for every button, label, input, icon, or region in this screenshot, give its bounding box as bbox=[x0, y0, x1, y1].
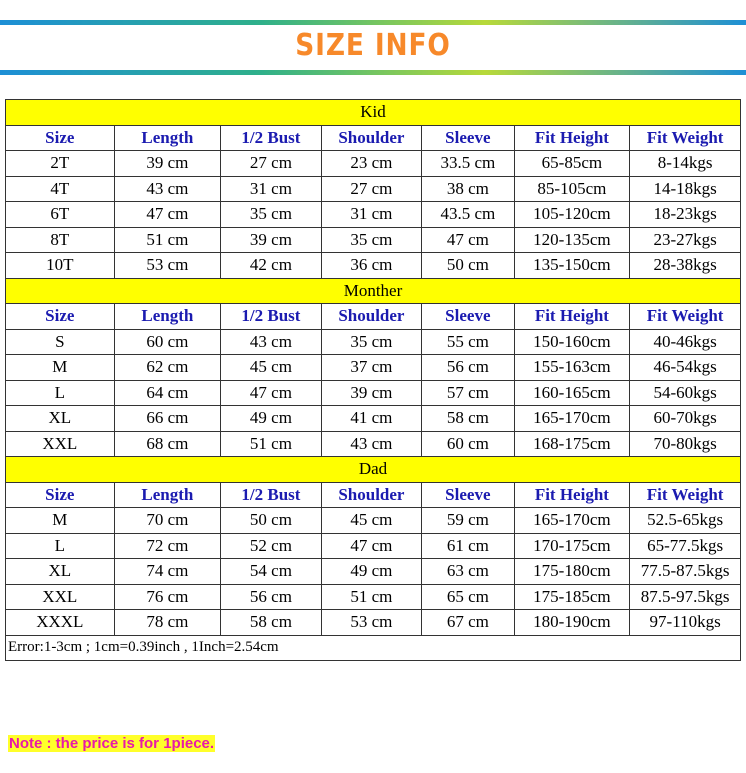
column-header: Sleeve bbox=[422, 304, 514, 330]
table-row bbox=[6, 151, 741, 177]
table-cell: 43 cm bbox=[221, 329, 321, 355]
table-cell: XL bbox=[6, 559, 115, 585]
table-cell: 70 cm bbox=[114, 508, 221, 534]
section-title: Dad bbox=[6, 457, 741, 483]
column-header-row bbox=[6, 125, 741, 151]
table-cell: 135-150cm bbox=[514, 253, 630, 279]
table-row bbox=[6, 176, 741, 202]
table-cell: 39 cm bbox=[114, 151, 221, 177]
column-header: 1/2 Bust bbox=[221, 304, 321, 330]
table-cell: 74 cm bbox=[114, 559, 221, 585]
table-cell: 53 cm bbox=[114, 253, 221, 279]
table-cell: 45 cm bbox=[321, 508, 421, 534]
table-cell: 23-27kgs bbox=[630, 227, 741, 253]
column-header-row bbox=[6, 304, 741, 330]
table-cell: 50 cm bbox=[221, 508, 321, 534]
table-cell: 8T bbox=[6, 227, 115, 253]
table-cell: 38 cm bbox=[422, 176, 514, 202]
table-cell: 51 cm bbox=[221, 431, 321, 457]
table-cell: 53 cm bbox=[321, 610, 421, 636]
table-row bbox=[6, 380, 741, 406]
table-row bbox=[6, 329, 741, 355]
table-cell: 120-135cm bbox=[514, 227, 630, 253]
table-cell: 168-175cm bbox=[514, 431, 630, 457]
table-cell: 77.5-87.5kgs bbox=[630, 559, 741, 585]
column-header: Shoulder bbox=[321, 482, 421, 508]
table-cell: XXL bbox=[6, 431, 115, 457]
banner-bottom-stripe bbox=[0, 70, 746, 75]
table-cell: 49 cm bbox=[221, 406, 321, 432]
table-cell: 2T bbox=[6, 151, 115, 177]
table-cell: 56 cm bbox=[221, 584, 321, 610]
table-cell: 68 cm bbox=[114, 431, 221, 457]
table-cell: 97-110kgs bbox=[630, 610, 741, 636]
section-title: Monther bbox=[6, 278, 741, 304]
table-row bbox=[6, 431, 741, 457]
table-row bbox=[6, 610, 741, 636]
column-header: 1/2 Bust bbox=[221, 125, 321, 151]
table-cell: 49 cm bbox=[321, 559, 421, 585]
column-header-row bbox=[6, 482, 741, 508]
table-row bbox=[6, 355, 741, 381]
table-row bbox=[6, 202, 741, 228]
table-cell: 54-60kgs bbox=[630, 380, 741, 406]
table-cell: 6T bbox=[6, 202, 115, 228]
table-cell: L bbox=[6, 380, 115, 406]
table-cell: 23 cm bbox=[321, 151, 421, 177]
table-cell: 55 cm bbox=[422, 329, 514, 355]
column-header: Fit Weight bbox=[630, 482, 741, 508]
table-cell: 78 cm bbox=[114, 610, 221, 636]
table-cell: 35 cm bbox=[221, 202, 321, 228]
table-cell: 4T bbox=[6, 176, 115, 202]
footnote-row bbox=[6, 635, 741, 661]
table-cell: 50 cm bbox=[422, 253, 514, 279]
column-header: Fit Weight bbox=[630, 125, 741, 151]
table-cell: 39 cm bbox=[221, 227, 321, 253]
table-cell: S bbox=[6, 329, 115, 355]
table-cell: 60 cm bbox=[422, 431, 514, 457]
table-row bbox=[6, 559, 741, 585]
table-cell: 175-185cm bbox=[514, 584, 630, 610]
table-cell: 72 cm bbox=[114, 533, 221, 559]
table-cell: 43 cm bbox=[114, 176, 221, 202]
table-cell: 85-105cm bbox=[514, 176, 630, 202]
column-header: Sleeve bbox=[422, 482, 514, 508]
table-cell: 10T bbox=[6, 253, 115, 279]
table-cell: 28-38kgs bbox=[630, 253, 741, 279]
table-cell: XL bbox=[6, 406, 115, 432]
table-cell: 40-46kgs bbox=[630, 329, 741, 355]
table-cell: 43 cm bbox=[321, 431, 421, 457]
table-cell: 59 cm bbox=[422, 508, 514, 534]
table-cell: 35 cm bbox=[321, 227, 421, 253]
table-cell: 42 cm bbox=[221, 253, 321, 279]
table-cell: 18-23kgs bbox=[630, 202, 741, 228]
table-cell: 45 cm bbox=[221, 355, 321, 381]
table-cell: 27 cm bbox=[321, 176, 421, 202]
table-cell: 14-18kgs bbox=[630, 176, 741, 202]
table-cell: XXXL bbox=[6, 610, 115, 636]
column-header: Fit Height bbox=[514, 125, 630, 151]
table-cell: 64 cm bbox=[114, 380, 221, 406]
table-cell: 31 cm bbox=[321, 202, 421, 228]
size-table bbox=[5, 99, 741, 661]
table-cell: 8-14kgs bbox=[630, 151, 741, 177]
price-note: Note : the price is for 1piece. bbox=[9, 735, 215, 752]
column-header: Length bbox=[114, 304, 221, 330]
table-cell: 65-85cm bbox=[514, 151, 630, 177]
table-cell: 47 cm bbox=[114, 202, 221, 228]
section-row-dad bbox=[6, 457, 741, 483]
table-cell: 70-80kgs bbox=[630, 431, 741, 457]
banner bbox=[0, 0, 746, 82]
table-cell: 57 cm bbox=[422, 380, 514, 406]
table-cell: 52.5-65kgs bbox=[630, 508, 741, 534]
table-cell: 41 cm bbox=[321, 406, 421, 432]
table-row bbox=[6, 406, 741, 432]
page-title: SIZE INFO bbox=[295, 28, 451, 63]
column-header: Size bbox=[6, 304, 115, 330]
column-header: Shoulder bbox=[321, 125, 421, 151]
table-row bbox=[6, 533, 741, 559]
table-cell: 52 cm bbox=[221, 533, 321, 559]
column-header: Length bbox=[114, 125, 221, 151]
table-cell: 63 cm bbox=[422, 559, 514, 585]
table-cell: 61 cm bbox=[422, 533, 514, 559]
table-cell: XXL bbox=[6, 584, 115, 610]
section-row-kid bbox=[6, 100, 741, 126]
table-cell: 36 cm bbox=[321, 253, 421, 279]
table-cell: 37 cm bbox=[321, 355, 421, 381]
section-title: Kid bbox=[6, 100, 741, 126]
table-cell: 31 cm bbox=[221, 176, 321, 202]
table-row bbox=[6, 584, 741, 610]
table-cell: 60-70kgs bbox=[630, 406, 741, 432]
table-cell: 155-163cm bbox=[514, 355, 630, 381]
table-cell: 58 cm bbox=[422, 406, 514, 432]
table-cell: 66 cm bbox=[114, 406, 221, 432]
column-header: Fit Weight bbox=[630, 304, 741, 330]
table-cell: 170-175cm bbox=[514, 533, 630, 559]
column-header: Shoulder bbox=[321, 304, 421, 330]
table-row bbox=[6, 253, 741, 279]
table-cell: 105-120cm bbox=[514, 202, 630, 228]
table-cell: 150-160cm bbox=[514, 329, 630, 355]
table-cell: 43.5 cm bbox=[422, 202, 514, 228]
table-cell: 67 cm bbox=[422, 610, 514, 636]
column-header: Fit Height bbox=[514, 304, 630, 330]
column-header: Length bbox=[114, 482, 221, 508]
column-header: Size bbox=[6, 125, 115, 151]
table-cell: 54 cm bbox=[221, 559, 321, 585]
table-cell: 47 cm bbox=[221, 380, 321, 406]
table-cell: 39 cm bbox=[321, 380, 421, 406]
table-cell: 47 cm bbox=[321, 533, 421, 559]
table-cell: L bbox=[6, 533, 115, 559]
table-cell: 180-190cm bbox=[514, 610, 630, 636]
table-cell: M bbox=[6, 355, 115, 381]
table-cell: 51 cm bbox=[114, 227, 221, 253]
table-cell: 58 cm bbox=[221, 610, 321, 636]
table-cell: 56 cm bbox=[422, 355, 514, 381]
table-cell: 165-170cm bbox=[514, 508, 630, 534]
table-cell: 65 cm bbox=[422, 584, 514, 610]
table-cell: 76 cm bbox=[114, 584, 221, 610]
table-cell: 35 cm bbox=[321, 329, 421, 355]
table-cell: 62 cm bbox=[114, 355, 221, 381]
table-cell: M bbox=[6, 508, 115, 534]
column-header: Sleeve bbox=[422, 125, 514, 151]
table-cell: 165-170cm bbox=[514, 406, 630, 432]
table-cell: 27 cm bbox=[221, 151, 321, 177]
footnote: Error:1-3cm ; 1cm=0.39inch , 1Inch=2.54cm bbox=[6, 635, 741, 661]
table-cell: 46-54kgs bbox=[630, 355, 741, 381]
table-cell: 175-180cm bbox=[514, 559, 630, 585]
table-cell: 160-165cm bbox=[514, 380, 630, 406]
table-cell: 47 cm bbox=[422, 227, 514, 253]
column-header: Size bbox=[6, 482, 115, 508]
table-cell: 65-77.5kgs bbox=[630, 533, 741, 559]
table-cell: 51 cm bbox=[321, 584, 421, 610]
column-header: Fit Height bbox=[514, 482, 630, 508]
column-header: 1/2 Bust bbox=[221, 482, 321, 508]
banner-top-stripe bbox=[0, 20, 746, 25]
table-cell: 60 cm bbox=[114, 329, 221, 355]
table-row bbox=[6, 508, 741, 534]
section-row-monther bbox=[6, 278, 741, 304]
table-row bbox=[6, 227, 741, 253]
table-cell: 33.5 cm bbox=[422, 151, 514, 177]
table-cell: 87.5-97.5kgs bbox=[630, 584, 741, 610]
